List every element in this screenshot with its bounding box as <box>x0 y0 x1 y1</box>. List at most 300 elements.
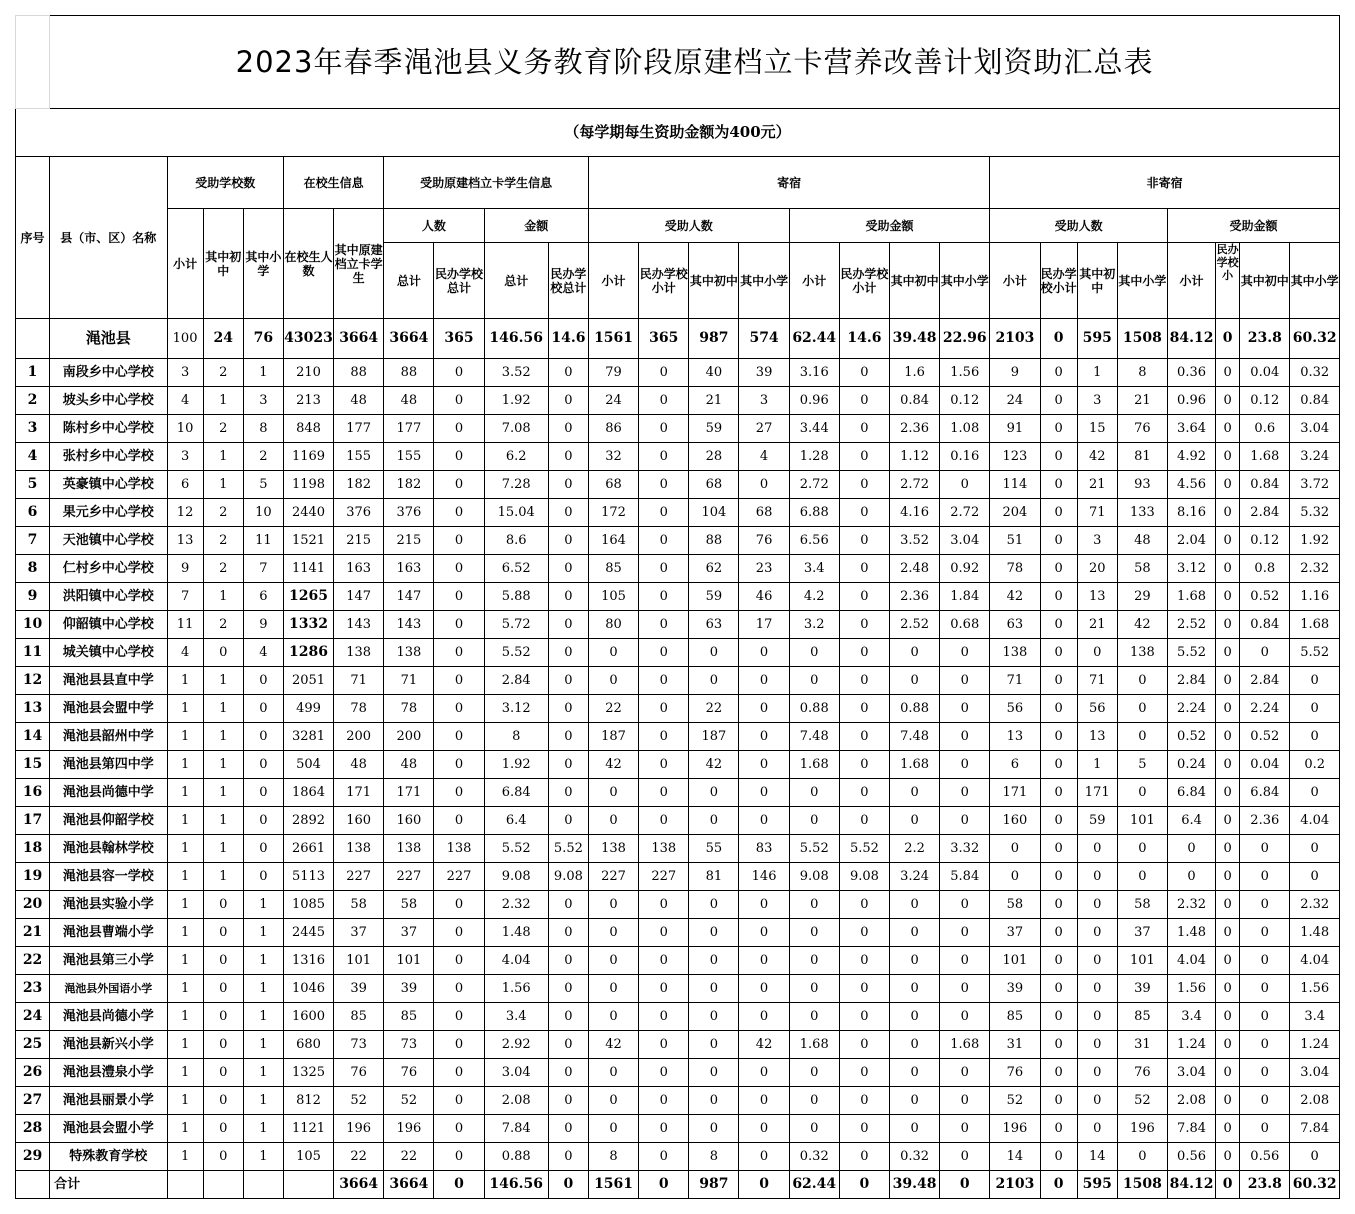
table-cell: 1.84 <box>940 583 990 611</box>
table-cell: 0.92 <box>940 555 990 583</box>
row-seq: 10 <box>16 611 50 639</box>
county-cell: 595 <box>1077 319 1117 359</box>
table-cell: 10 <box>167 415 203 443</box>
table-cell: 7 <box>243 555 283 583</box>
table-cell: 0 <box>434 919 484 947</box>
school-name: 渑池县第三小学 <box>50 947 167 975</box>
table-cell: 21 <box>689 387 739 415</box>
row-seq: 25 <box>16 1031 50 1059</box>
table-cell: 1.92 <box>1290 527 1340 555</box>
table-cell: 73 <box>384 1031 434 1059</box>
total-cell: 987 <box>689 1171 739 1199</box>
row-seq: 19 <box>16 863 50 891</box>
header-ba-junior: 其中初中 <box>890 243 940 319</box>
table-cell: 1.68 <box>940 1031 990 1059</box>
header-enrolled: 在校生人数 <box>283 209 333 319</box>
table-cell: 0 <box>548 975 588 1003</box>
table-cell: 0 <box>739 639 789 667</box>
header-county: 县（市、区）名称 <box>50 157 167 319</box>
table-cell: 0 <box>434 751 484 779</box>
header-persons-total: 总计 <box>384 243 434 319</box>
table-row <box>16 639 1340 667</box>
table-cell: 812 <box>283 1087 333 1115</box>
table-cell: 182 <box>334 471 384 499</box>
table-cell: 114 <box>990 471 1040 499</box>
table-cell: 0 <box>839 779 889 807</box>
row-seq: 12 <box>16 667 50 695</box>
table-cell: 0 <box>588 891 638 919</box>
table-cell: 0 <box>639 527 689 555</box>
row-seq: 28 <box>16 1115 50 1143</box>
title-spacer <box>16 16 50 109</box>
table-cell: 0 <box>1040 1003 1077 1031</box>
county-cell: 3664 <box>334 319 384 359</box>
school-name: 坡头乡中心学校 <box>50 387 167 415</box>
table-cell: 10 <box>243 499 283 527</box>
table-cell: 1 <box>243 1143 283 1171</box>
table-cell: 0 <box>639 1059 689 1087</box>
header-student-group: 受助原建档立卡学生信息 <box>384 157 589 209</box>
table-cell: 1.24 <box>1290 1031 1340 1059</box>
table-cell: 0 <box>1077 1115 1117 1143</box>
table-cell: 71 <box>1077 499 1117 527</box>
table-cell: 0 <box>1040 835 1077 863</box>
table-cell: 0 <box>1216 583 1240 611</box>
table-cell: 0 <box>203 639 243 667</box>
school-name: 渑池县县直中学 <box>50 667 167 695</box>
aid-summary-table <box>15 15 1340 1199</box>
table-cell: 2440 <box>283 499 333 527</box>
table-cell: 1 <box>243 975 283 1003</box>
total-cell: 146.56 <box>484 1171 548 1199</box>
table-cell: 4 <box>167 387 203 415</box>
table-cell: 7.48 <box>890 723 940 751</box>
table-cell: 59 <box>689 583 739 611</box>
table-cell: 71 <box>990 667 1040 695</box>
table-cell: 0 <box>789 667 839 695</box>
table-cell: 2 <box>203 359 243 387</box>
table-cell: 78 <box>384 695 434 723</box>
total-cell <box>167 1171 203 1199</box>
table-cell: 0 <box>1077 1087 1117 1115</box>
table-cell: 227 <box>334 863 384 891</box>
table-cell: 0 <box>940 891 990 919</box>
table-cell: 0 <box>434 975 484 1003</box>
table-cell: 0 <box>1167 863 1215 891</box>
table-cell: 0 <box>839 1031 889 1059</box>
table-cell: 0 <box>689 667 739 695</box>
table-cell: 101 <box>384 947 434 975</box>
table-cell: 22 <box>384 1143 434 1171</box>
table-cell: 52 <box>384 1087 434 1115</box>
table-cell: 0 <box>639 807 689 835</box>
total-cell: 0 <box>839 1171 889 1199</box>
county-seq-cell <box>16 319 50 359</box>
school-name: 仰韶镇中心学校 <box>50 611 167 639</box>
table-cell: 0 <box>548 1003 588 1031</box>
header-in-school-group: 在校生信息 <box>283 157 383 209</box>
table-cell: 1 <box>167 863 203 891</box>
table-cell: 2.72 <box>940 499 990 527</box>
table-cell: 0 <box>1216 667 1240 695</box>
table-cell: 1864 <box>283 779 333 807</box>
table-cell: 0 <box>839 807 889 835</box>
table-cell: 0.52 <box>1240 583 1290 611</box>
table-cell: 0 <box>890 667 940 695</box>
school-name: 渑池县尚德中学 <box>50 779 167 807</box>
table-cell: 0.96 <box>789 387 839 415</box>
table-cell: 1 <box>203 779 243 807</box>
table-cell: 0 <box>839 639 889 667</box>
table-cell: 11 <box>243 527 283 555</box>
table-cell: 39 <box>384 975 434 1003</box>
table-cell: 1 <box>243 359 283 387</box>
table-cell: 0 <box>548 779 588 807</box>
table-row <box>16 387 1340 415</box>
table-cell: 0 <box>839 1115 889 1143</box>
school-name: 张村乡中心学校 <box>50 443 167 471</box>
table-cell: 68 <box>588 471 638 499</box>
table-cell: 1.48 <box>1167 919 1215 947</box>
table-cell: 187 <box>689 723 739 751</box>
table-cell: 15.04 <box>484 499 548 527</box>
table-cell: 63 <box>689 611 739 639</box>
table-cell: 227 <box>434 863 484 891</box>
table-cell: 4.2 <box>789 583 839 611</box>
table-cell: 0.32 <box>890 1143 940 1171</box>
table-cell: 0 <box>839 1143 889 1171</box>
table-cell: 0 <box>434 527 484 555</box>
table-cell: 0 <box>839 443 889 471</box>
table-cell: 0 <box>548 723 588 751</box>
table-cell: 196 <box>990 1115 1040 1143</box>
table-cell: 0.32 <box>789 1143 839 1171</box>
table-cell: 0 <box>1040 807 1077 835</box>
row-seq: 8 <box>16 555 50 583</box>
table-cell: 0 <box>1040 359 1077 387</box>
table-cell: 39 <box>1117 975 1167 1003</box>
table-cell: 0 <box>548 919 588 947</box>
table-cell: 0 <box>689 639 739 667</box>
table-cell: 1.68 <box>890 751 940 779</box>
row-seq: 2 <box>16 387 50 415</box>
header-np-private: 民办学校小计 <box>1040 243 1077 319</box>
table-row <box>16 807 1340 835</box>
header-nonboarding-persons: 受助人数 <box>990 209 1168 243</box>
row-seq: 11 <box>16 639 50 667</box>
school-name: 渑池县曹端小学 <box>50 919 167 947</box>
table-cell: 0 <box>839 611 889 639</box>
row-seq: 17 <box>16 807 50 835</box>
table-cell: 0 <box>940 975 990 1003</box>
school-name: 城关镇中心学校 <box>50 639 167 667</box>
table-cell: 85 <box>990 1003 1040 1031</box>
table-cell: 59 <box>1077 807 1117 835</box>
table-cell: 0 <box>940 639 990 667</box>
table-cell: 0 <box>588 947 638 975</box>
school-name: 渑池县外国语小学 <box>50 975 167 1003</box>
table-cell: 2.72 <box>789 471 839 499</box>
table-cell: 0 <box>739 471 789 499</box>
table-cell: 0 <box>434 387 484 415</box>
table-cell: 213 <box>283 387 333 415</box>
table-cell: 24 <box>588 387 638 415</box>
header-boarding: 寄宿 <box>588 157 989 209</box>
table-cell: 3.4 <box>789 555 839 583</box>
table-cell: 0 <box>890 891 940 919</box>
table-cell: 0 <box>434 947 484 975</box>
table-cell: 0 <box>1040 751 1077 779</box>
table-cell: 0 <box>940 1003 990 1031</box>
total-cell: 1508 <box>1117 1171 1167 1199</box>
table-cell: 0 <box>1216 863 1240 891</box>
table-cell: 0 <box>1216 639 1240 667</box>
table-cell: 4.16 <box>890 499 940 527</box>
table-row <box>16 835 1340 863</box>
table-cell: 6 <box>167 471 203 499</box>
table-cell: 5.52 <box>1290 639 1340 667</box>
table-row <box>16 527 1340 555</box>
table-cell: 0 <box>434 415 484 443</box>
table-cell: 0 <box>1040 919 1077 947</box>
table-cell: 0 <box>1077 1031 1117 1059</box>
table-cell: 0 <box>1117 723 1167 751</box>
table-cell: 22 <box>334 1143 384 1171</box>
table-cell: 0 <box>739 807 789 835</box>
table-cell: 1 <box>167 1031 203 1059</box>
table-cell: 0 <box>203 975 243 1003</box>
table-cell: 51 <box>990 527 1040 555</box>
table-cell: 0 <box>1040 611 1077 639</box>
table-cell: 37 <box>1117 919 1167 947</box>
table-cell: 59 <box>689 415 739 443</box>
table-cell: 0 <box>548 387 588 415</box>
table-cell: 9 <box>243 611 283 639</box>
total-cell: 0 <box>548 1171 588 1199</box>
table-cell: 3 <box>167 443 203 471</box>
table-row <box>16 1087 1340 1115</box>
table-cell: 2.84 <box>1240 499 1290 527</box>
table-cell: 21 <box>1077 611 1117 639</box>
table-cell: 48 <box>384 387 434 415</box>
county-cell: 574 <box>739 319 789 359</box>
table-row <box>16 779 1340 807</box>
table-cell: 0 <box>548 751 588 779</box>
table-cell: 71 <box>334 667 384 695</box>
table-cell: 0 <box>689 779 739 807</box>
table-cell: 3.4 <box>484 1003 548 1031</box>
table-cell: 138 <box>990 639 1040 667</box>
table-cell: 0 <box>839 359 889 387</box>
table-cell: 171 <box>334 779 384 807</box>
table-cell: 1.28 <box>789 443 839 471</box>
row-seq: 20 <box>16 891 50 919</box>
table-cell: 23 <box>739 555 789 583</box>
table-cell: 13 <box>1077 583 1117 611</box>
table-cell: 1265 <box>283 583 333 611</box>
table-cell: 2.08 <box>1290 1087 1340 1115</box>
table-cell: 0 <box>1077 835 1117 863</box>
table-cell: 0 <box>548 1115 588 1143</box>
table-cell: 0 <box>434 583 484 611</box>
table-cell: 0.84 <box>1240 471 1290 499</box>
table-row <box>16 723 1340 751</box>
table-cell: 1 <box>243 919 283 947</box>
table-cell: 0 <box>890 1059 940 1087</box>
total-cell: 0 <box>739 1171 789 1199</box>
table-cell: 1.56 <box>484 975 548 1003</box>
table-cell: 0 <box>739 1143 789 1171</box>
table-cell: 138 <box>334 835 384 863</box>
table-cell: 0 <box>739 1003 789 1031</box>
table-cell: 0 <box>588 639 638 667</box>
table-cell: 9 <box>990 359 1040 387</box>
table-cell: 0 <box>1216 1059 1240 1087</box>
table-cell: 2.32 <box>1290 555 1340 583</box>
table-cell: 2 <box>203 499 243 527</box>
table-cell: 42 <box>739 1031 789 1059</box>
table-cell: 32 <box>588 443 638 471</box>
table-cell: 0 <box>1040 1115 1077 1143</box>
table-cell: 0.56 <box>1167 1143 1215 1171</box>
table-cell: 3.12 <box>484 695 548 723</box>
table-cell: 1085 <box>283 891 333 919</box>
table-cell: 86 <box>588 415 638 443</box>
table-cell: 13 <box>167 527 203 555</box>
table-cell: 0 <box>940 1059 990 1087</box>
table-cell: 0 <box>1117 779 1167 807</box>
table-cell: 76 <box>334 1059 384 1087</box>
table-cell: 40 <box>689 359 739 387</box>
table-cell: 1316 <box>283 947 333 975</box>
table-cell: 0 <box>639 555 689 583</box>
row-seq: 26 <box>16 1059 50 1087</box>
table-cell: 1.68 <box>1290 611 1340 639</box>
table-cell: 2.04 <box>1167 527 1215 555</box>
table-row <box>16 415 1340 443</box>
table-cell: 0 <box>689 1087 739 1115</box>
table-cell: 0.84 <box>890 387 940 415</box>
table-cell: 7.84 <box>1167 1115 1215 1143</box>
table-cell: 88 <box>334 359 384 387</box>
table-cell: 0 <box>203 919 243 947</box>
table-cell: 0 <box>548 611 588 639</box>
table-cell: 3 <box>243 387 283 415</box>
header-na-primary: 其中小学 <box>1290 243 1340 319</box>
table-cell: 0.8 <box>1240 555 1290 583</box>
table-cell: 0 <box>1040 443 1077 471</box>
table-cell: 15 <box>1077 415 1117 443</box>
table-cell: 0 <box>548 1059 588 1087</box>
table-cell: 0 <box>588 1003 638 1031</box>
table-cell: 11 <box>167 611 203 639</box>
table-cell: 7 <box>167 583 203 611</box>
table-cell: 85 <box>588 555 638 583</box>
table-row <box>16 583 1340 611</box>
table-cell: 171 <box>1077 779 1117 807</box>
table-cell: 196 <box>334 1115 384 1143</box>
table-cell: 0 <box>548 1087 588 1115</box>
table-cell: 0 <box>1240 919 1290 947</box>
table-cell: 0 <box>588 1059 638 1087</box>
table-cell: 376 <box>384 499 434 527</box>
table-cell: 24 <box>990 387 1040 415</box>
table-cell: 0 <box>1290 779 1340 807</box>
table-cell: 0 <box>548 443 588 471</box>
table-cell: 0 <box>1240 1059 1290 1087</box>
table-cell: 85 <box>1117 1003 1167 1031</box>
table-cell: 0 <box>1077 1059 1117 1087</box>
table-cell: 0 <box>548 415 588 443</box>
table-cell: 2051 <box>283 667 333 695</box>
table-cell: 0 <box>434 639 484 667</box>
table-cell: 0 <box>739 1059 789 1087</box>
table-cell: 2.84 <box>1240 667 1290 695</box>
table-cell: 6.2 <box>484 443 548 471</box>
table-cell: 22 <box>689 695 739 723</box>
table-cell: 0.04 <box>1240 359 1290 387</box>
total-cell: 1561 <box>588 1171 638 1199</box>
table-cell: 3 <box>167 359 203 387</box>
table-cell: 2.52 <box>1167 611 1215 639</box>
table-cell: 3.04 <box>1167 1059 1215 1087</box>
row-seq: 7 <box>16 527 50 555</box>
total-cell: 2103 <box>990 1171 1040 1199</box>
table-cell: 42 <box>588 1031 638 1059</box>
row-seq: 5 <box>16 471 50 499</box>
table-cell: 1198 <box>283 471 333 499</box>
table-cell: 46 <box>739 583 789 611</box>
table-cell: 0 <box>839 1003 889 1031</box>
table-cell: 215 <box>334 527 384 555</box>
table-cell: 3.04 <box>940 527 990 555</box>
table-cell: 1 <box>167 695 203 723</box>
school-name: 南段乡中心学校 <box>50 359 167 387</box>
table-cell: 0 <box>639 1087 689 1115</box>
table-cell: 4.04 <box>1167 947 1215 975</box>
table-cell: 0 <box>839 1059 889 1087</box>
table-cell: 0 <box>639 1115 689 1143</box>
table-cell: 138 <box>1117 639 1167 667</box>
table-cell: 1.92 <box>484 387 548 415</box>
table-cell: 1.68 <box>1240 443 1290 471</box>
table-cell: 2661 <box>283 835 333 863</box>
table-cell: 17 <box>739 611 789 639</box>
row-seq: 24 <box>16 1003 50 1031</box>
table-cell: 227 <box>384 863 434 891</box>
table-cell: 2 <box>243 443 283 471</box>
table-cell: 0 <box>1167 835 1215 863</box>
table-cell: 182 <box>384 471 434 499</box>
table-cell: 58 <box>334 891 384 919</box>
header-nonboarding-amount: 受助金额 <box>1167 209 1339 243</box>
table-cell: 0 <box>1216 1115 1240 1143</box>
table-cell: 177 <box>334 415 384 443</box>
table-cell: 0 <box>1040 863 1077 891</box>
table-cell: 0 <box>940 471 990 499</box>
table-cell: 5.52 <box>484 835 548 863</box>
table-cell: 0 <box>203 1031 243 1059</box>
table-cell: 0 <box>639 443 689 471</box>
row-seq: 14 <box>16 723 50 751</box>
header-schools-junior: 其中初中 <box>203 209 243 319</box>
table-cell: 0 <box>839 751 889 779</box>
table-cell: 1 <box>203 835 243 863</box>
table-cell: 0 <box>839 947 889 975</box>
table-cell: 1 <box>167 751 203 779</box>
table-cell: 0 <box>990 863 1040 891</box>
table-row <box>16 919 1340 947</box>
